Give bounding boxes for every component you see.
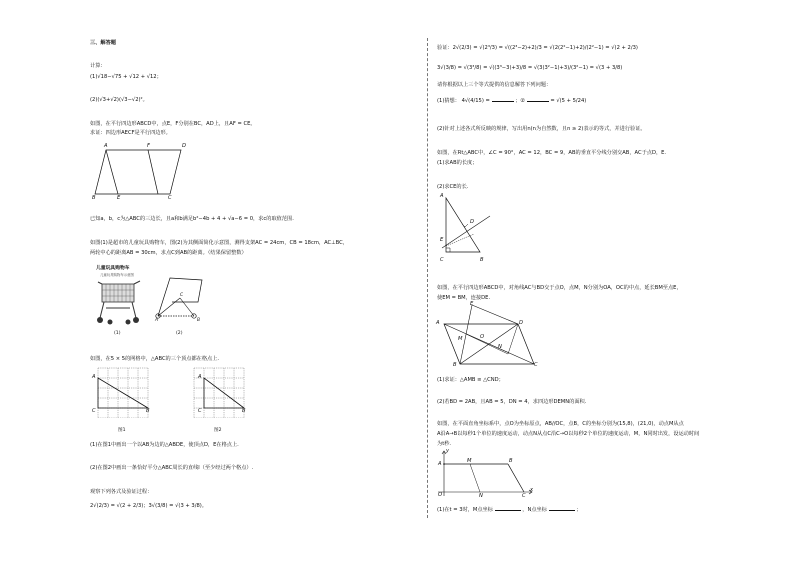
label-B: B (92, 195, 96, 201)
coord-label-B: B (509, 458, 513, 464)
cart-caption-2: (2) (176, 331, 183, 336)
para2-label-B: B (453, 362, 457, 368)
para2-question-line-1: 如图，在平行四边形ABCD中，对角线AC与BD交于点O，点M，N分别为OA，OC的中点，延长BM至点E， (437, 285, 682, 291)
verify-line-1: 验证：2√(2/3) = √(2³/3) = √((2³−2)+2)/3 = √(2(2²−1)+2)/(2²−1) = √(2 + 2/3) (437, 45, 638, 51)
grid-part-1: (1)在图1中画出一个以AB为边的△ABDE，使顶点D，E在格点上. (90, 442, 239, 448)
parallelogram-figure (88, 140, 198, 206)
para2-label-E: E (470, 301, 474, 307)
coord-blank-n[interactable] (549, 510, 575, 511)
coord-label-O: O (438, 492, 443, 498)
rt-part-2: (2)求CE的长. (437, 184, 469, 190)
cart-question-line-2: 两轮中心的距离AB = 30cm，求点C到AB的距离。（结果保留整数） (90, 250, 247, 256)
grid-figure-1-caption: 图1 (118, 428, 126, 433)
guess-expr-1: 4√(4/15) = (461, 98, 490, 104)
coord-question-line-2: A沿A→B以每秒1个单位的速度运动，动点N从点C沿C→O以每秒2个单位的速度运动，M，N同时出发，设运动时间 (437, 431, 700, 437)
cart-side-diagram (150, 272, 210, 328)
cart-label-B: B (197, 318, 201, 323)
grid2-label-B: B (242, 408, 246, 414)
grid2-label-A: A (198, 374, 202, 380)
para2-label-D: D (519, 320, 523, 326)
parallelogram-question-line-2: 求证：四边形AECF是平行四边形。 (90, 130, 171, 136)
cart-question-line-1: 如图(1)是超市的儿童玩具购物车，图(2)为其侧面简化示意图，测得支架AC = 24cm，CB = 18cm，AC⊥BC， (90, 240, 348, 246)
rt-part-1: (1)求AB的长度； (437, 160, 478, 166)
rt-label-A: A (440, 193, 444, 199)
rt-label-D: D (470, 219, 474, 225)
observe-question: 观察下列各式及验证过程： (90, 489, 153, 495)
calc-part-1: (1)√18−√75 + √12 + √12； (90, 74, 162, 80)
rt-label-E: E (440, 237, 444, 243)
section-title: 三、解答题 (90, 40, 116, 46)
coordinate-figure (436, 448, 536, 500)
guess-separator: ；② (515, 98, 526, 104)
rt-label-B: B (480, 257, 484, 263)
para2-part-1: (1)求证：△AMB ≅ △CND； (437, 377, 504, 383)
coord-label-x: x (530, 487, 534, 493)
para2-question-line-2: 使EM = BM，连接DE. (437, 295, 491, 301)
cart-image-subtitle: 儿童玩具购物车示意图 (100, 273, 134, 277)
shopping-cart-picture (92, 278, 146, 330)
grid1-label-B: B (146, 408, 150, 414)
grid-question: 如图，在5 × 5的网格中，△ABC的三个顶点都在格点上. (90, 356, 220, 362)
para2-label-C: C (534, 362, 538, 368)
triangle-sides-question: 已知a，b，c为△ABC的三边长，且a和b满足b²−4b + 4 + √a−6 = 0，求c的取值范围. (90, 216, 294, 222)
instruction: 请你根据以上三个等式提供的信息解答下列问题： (437, 82, 552, 88)
grid1-label-C: C (92, 408, 96, 414)
calc-part-2: (2)(√3+√2)(√3−√2)²。 (90, 97, 148, 103)
coord-question-line-3: 为t秒. (437, 441, 452, 447)
cart-caption-1: (1) (114, 331, 121, 336)
grid1-label-A: A (92, 374, 96, 380)
para2-label-O: O (480, 334, 485, 340)
verify-line-2: 3√(3/8) = √(3³/8) = √((3³−3)+3)/8 = √(3(3²−1)+3)/(3²−1) = √(3 + 3/8) (437, 65, 623, 71)
grid-figure-2-caption: 图2 (214, 428, 222, 433)
coord-part-1-prefix: (1)在t = 3时，M点坐标 (437, 507, 493, 513)
cart-label-C: C (180, 293, 184, 298)
grid-figure-1 (94, 366, 154, 418)
guess-expr-2: = √(5 + 5/24) (550, 98, 587, 104)
grid2-label-C: C (198, 408, 202, 414)
parallelogram-question-line-1: 如图，在平行四边形ABCD中，点E，F分别在BC，AD上，且AF = CE。 (90, 121, 256, 127)
para2-label-M: M (458, 336, 463, 342)
coord-blank-m[interactable] (495, 510, 521, 511)
rt-triangle-figure (438, 194, 498, 260)
coord-label-A: A (438, 461, 442, 467)
grid-part-2: (2)在图2中画出一条恰好平分△ABC周长的直线l（至少经过两个格点）. (90, 465, 254, 471)
guess-label: (1)猜想： (437, 98, 460, 104)
column-divider (427, 38, 428, 518)
coord-label-M: M (467, 458, 472, 464)
coord-part-1 (437, 507, 581, 514)
rule-question: (2)针对上述各式所反映的规律，写出用n(n为自然数，且n ≥ 2)表示的等式，并进行验证。 (437, 126, 646, 132)
calc-label: 计算： (90, 63, 106, 69)
guess-question (437, 98, 586, 105)
coord-label-y: y (446, 448, 450, 454)
coord-label-N: N (479, 493, 483, 499)
cart-image-title: 儿童玩具购物车 (96, 266, 130, 271)
rt-question: 如图，在Rt△ABC中，∠C = 90°，AC = 12，BC = 9，AB的垂直平分线分别交AB，AC于点D，E. (437, 150, 667, 156)
cart-label-A: A (155, 318, 159, 323)
label-E: E (117, 195, 121, 201)
para2-part-2: (2)若BD = 2AB，且AB = 5，DN = 4，求四边形DEMN的面积. (437, 399, 587, 405)
label-A: A (104, 143, 108, 149)
coord-label-C: C (522, 493, 526, 499)
rt-label-C: C (440, 257, 444, 263)
guess-blank-1[interactable] (492, 101, 514, 102)
label-F: F (147, 143, 150, 149)
para2-label-A: A (436, 320, 440, 326)
guess-blank-2[interactable] (527, 101, 549, 102)
coord-part-1-end: ； (576, 507, 582, 513)
coord-part-1-mid: ，N点坐标 (522, 507, 547, 513)
para2-figure (438, 300, 538, 370)
label-D: D (182, 143, 186, 149)
observe-formula: 2√(2/3) = √(2 + 2/3)；3√(3/8) = √(3 + 3/8)。 (90, 503, 207, 509)
label-C: C (168, 195, 172, 201)
coord-question-line-1: 如图，在平面直角坐标系中，点O为坐标原点，AB//OC，点B，C的坐标分别为(15,8)，(21,0)，动点M从点 (437, 421, 684, 427)
para2-label-N: N (498, 344, 502, 350)
